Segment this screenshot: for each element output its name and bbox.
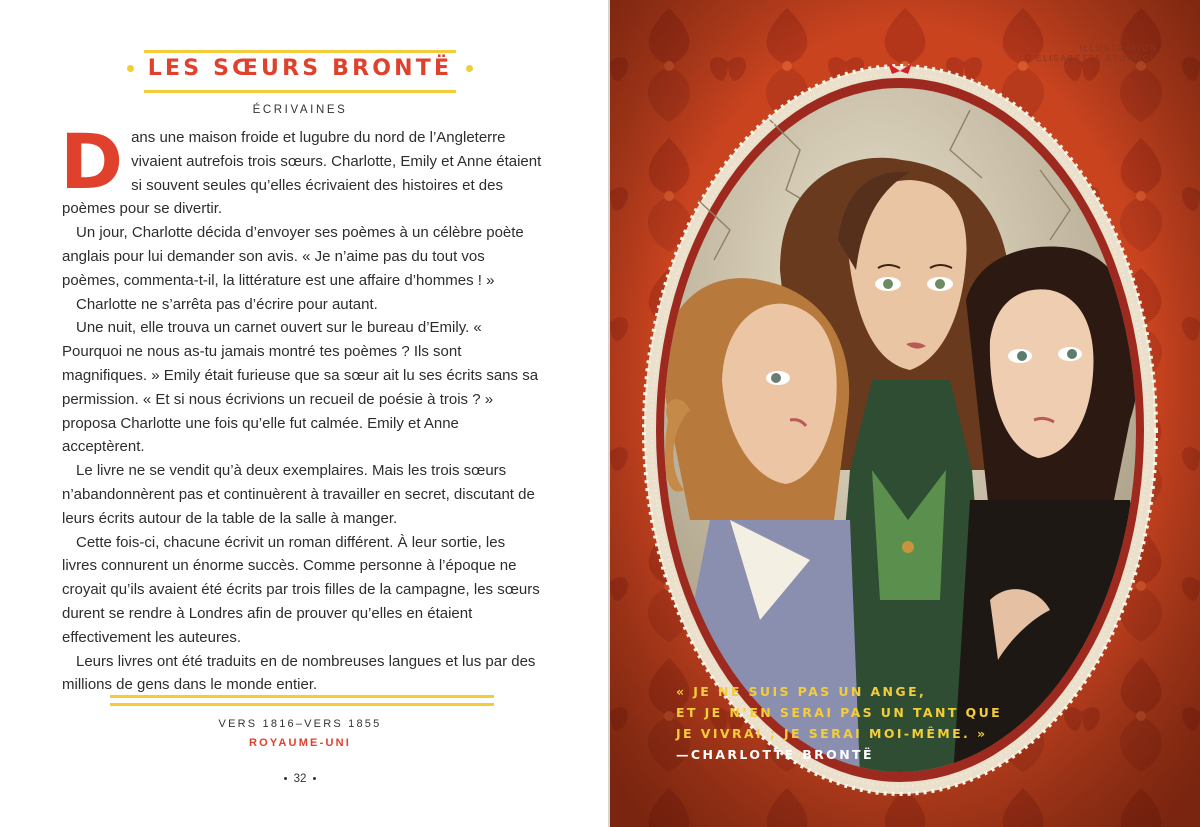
page-title: LES SŒURS BRONTË xyxy=(147,56,453,81)
page-number-value: 32 xyxy=(293,773,307,785)
credit-line-1: ILLUSTRATION xyxy=(1079,44,1158,53)
quote-line-1: « JE NE SUIS PAS UN ANGE, xyxy=(676,684,927,699)
drop-cap: D xyxy=(60,117,124,206)
footer-rule-bottom xyxy=(110,703,494,706)
quote-line-2: ET JE N’EN SERAI PAS UN TANT QUE xyxy=(676,705,1003,720)
page-number xyxy=(0,773,600,785)
paragraph-1-text: ans une maison froide et lugubre du nord de l’Angleterre vivaient autrefois trois sœurs. Charlotte, Emily et Anne étaient si souvent seules qu’elles écrivaient des histoires et des poèmes pour se divertir. xyxy=(62,129,542,218)
title-top-rule xyxy=(144,50,456,53)
country: ROYAUME-UNI xyxy=(248,737,352,749)
quote-block xyxy=(676,681,1002,765)
illustration-credit xyxy=(1025,44,1158,64)
paragraph-5: Le livre ne se vendit qu’à deux exemplaires. Mais les trois sœurs n’abandonnèrent pas et continuèrent à travailler en secret, discutant de leurs écrits autour de la table de la salle à manger. xyxy=(62,462,535,527)
life-dates: VERS 1816–VERS 1855 xyxy=(218,718,382,730)
title-left-dot xyxy=(127,65,134,72)
page-number-dot-right xyxy=(313,777,316,780)
paragraph-3: Charlotte ne s’arrêta pas d’écrire pour autant. xyxy=(76,295,378,313)
paragraph-7: Leurs livres ont été traduits en de nombreuses langues et lus par des millions de gens dans le monde entier. xyxy=(62,652,536,694)
credit-line-2: D’ELISABETTA STOINICH xyxy=(1024,54,1158,63)
title-right-dot xyxy=(466,65,473,72)
footer-rule-top xyxy=(110,695,494,698)
title-bottom-rule xyxy=(144,90,456,93)
story-body xyxy=(60,117,544,697)
quote-author: —CHARLOTTE BRONTË xyxy=(676,747,874,762)
illustration-page xyxy=(610,0,1200,827)
paragraph-2: Un jour, Charlotte décida d’envoyer ses poèmes à un célèbre poète anglais pour lui demander son avis. « Je n’aime pas du tout vos poèmes, commenta-t-il, la littérature est une affaire d’hommes ! » xyxy=(62,224,524,289)
paragraph-4: Une nuit, elle trouva un carnet ouvert sur le bureau d’Emily. « Pourquoi ne nous as-tu jamais montré tes poèmes ? Ils sont magnifiques. » Emily était furieuse que sa sœur ait lu ses écrits sans sa permission. « Et si nous écrivions un recueil de poésie à trois ? » proposa Charlotte une fois qu’elle fut calmée. Emily et Anne acceptèrent. xyxy=(62,319,539,456)
paragraph-1 xyxy=(60,117,544,221)
quote-line-3: JE VIVRAI ; JE SERAI MOI-MÊME. » xyxy=(676,726,988,741)
page-number-dot-left xyxy=(284,777,287,780)
paragraph-6: Cette fois-ci, chacune écrivit un roman différent. À leur sortie, les livres connurent un énorme succès. Comme personne à l’époque ne croyait qu’ils avaient été écrits par trois filles de la campagne, les sœurs durent se rendre à Londres afin de prouver qu’elles en étaient effectivement les auteures. xyxy=(62,533,540,646)
title-block xyxy=(112,56,488,81)
page-subtitle: ÉCRIVAINES xyxy=(252,104,348,116)
